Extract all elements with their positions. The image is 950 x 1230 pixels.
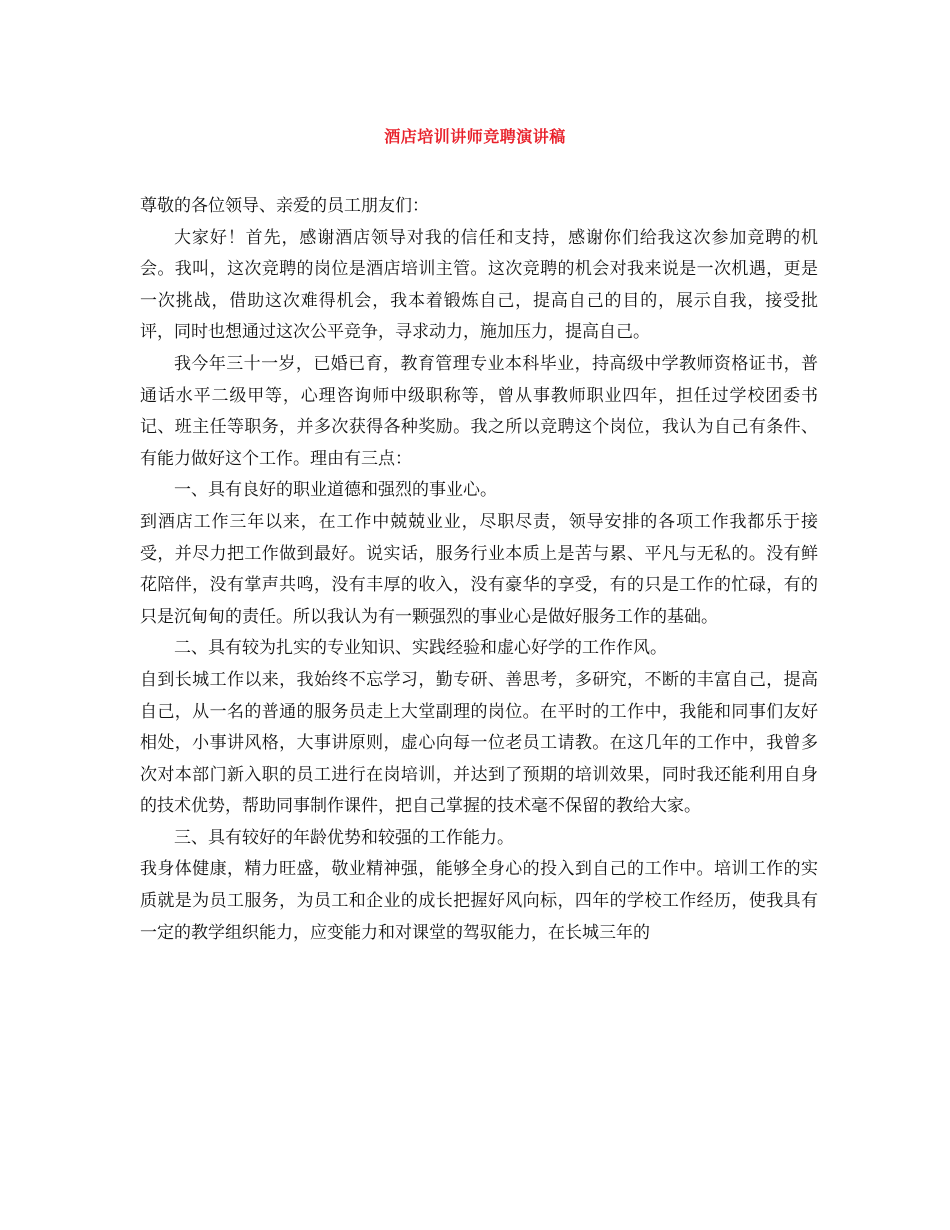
- paragraph-greeting: 大家好！首先，感谢酒店领导对我的信任和支持，感谢你们给我这次参加竞聘的机会。我叫，这次竞聘的岗位是酒店培训主管。这次竞聘的机会对我来说是一次机遇，更是一次挑战，借助这次难得机会，我本着锻炼自己，提高自己的目的，展示自我，接受批评，同时也想通过这次公平竞争，寻求动力，施加压力，提高自己。: [140, 227, 818, 343]
- paragraph-self-introduction: 我今年三十一岁，已婚已育，教育管理专业本科毕业，持高级中学教师资格证书，普通话水平二级甲等，心理咨询师中级职称等，曾从事教师职业四年，担任过学校团委书记、班主任等职务，并多次获得各种奖励。我之所以竞聘这个岗位，我认为自己有条件、有能力做好这个工作。理由有三点：: [140, 353, 818, 469]
- paragraph-section-1: 到酒店工作三年以来，在工作中兢兢业业，尽职尽责，领导安排的各项工作我都乐于接受，并尽力把工作做到最好。说实话，服务行业本质上是苦与累、平凡与无私的。没有鲜花陪伴，没有掌声共鸣，没有丰厚的收入，没有豪华的享受，有的只是工作的忙碌，有的只是沉甸甸的责任。所以我认为有一颗强烈的事业心是做好服务工作的基础。: [140, 511, 818, 627]
- section-heading-1: 一、具有良好的职业道德和强烈的事业心。: [174, 480, 497, 501]
- section-heading-2: 二、具有较为扎实的专业知识、实践经验和虚心好学的工作作风。: [174, 638, 667, 659]
- paragraph-salutation: 尊敬的各位领导、亲爱的员工朋友们：: [140, 196, 429, 216]
- paragraph-section-3: 我身体健康，精力旺盛，敬业精神强，能够全身心的投入到自己的工作中。培训工作的实质就是为员工服务，为员工和企业的成长把握好风向标，四年的学校工作经历，使我具有一定的教学组织能力，应变能力和对课堂的驾驭能力，在长城三年的: [140, 859, 818, 943]
- document-body: [140, 191, 818, 949]
- paragraph-section-2: 自到长城工作以来，我始终不忘学习，勤专研、善思考，多研究，不断的丰富自己，提高自己，从一名的普通的服务员走上大堂副理的岗位。在平时的工作中，我能和同事们友好相处，小事讲风格，大事讲原则，虚心向每一位老员工请教。在这几年的工作中，我曾多次对本部门新入职的员工进行在岗培训，并达到了预期的培训效果，同时我还能利用自身的技术优势，帮助同事制作课件，把自己掌握的技术毫不保留的教给大家。: [140, 669, 818, 817]
- section-heading-3: 三、具有较好的年龄优势和较强的工作能力。: [174, 827, 514, 848]
- document-title: 酒店培训讲师竞聘演讲稿: [384, 127, 566, 146]
